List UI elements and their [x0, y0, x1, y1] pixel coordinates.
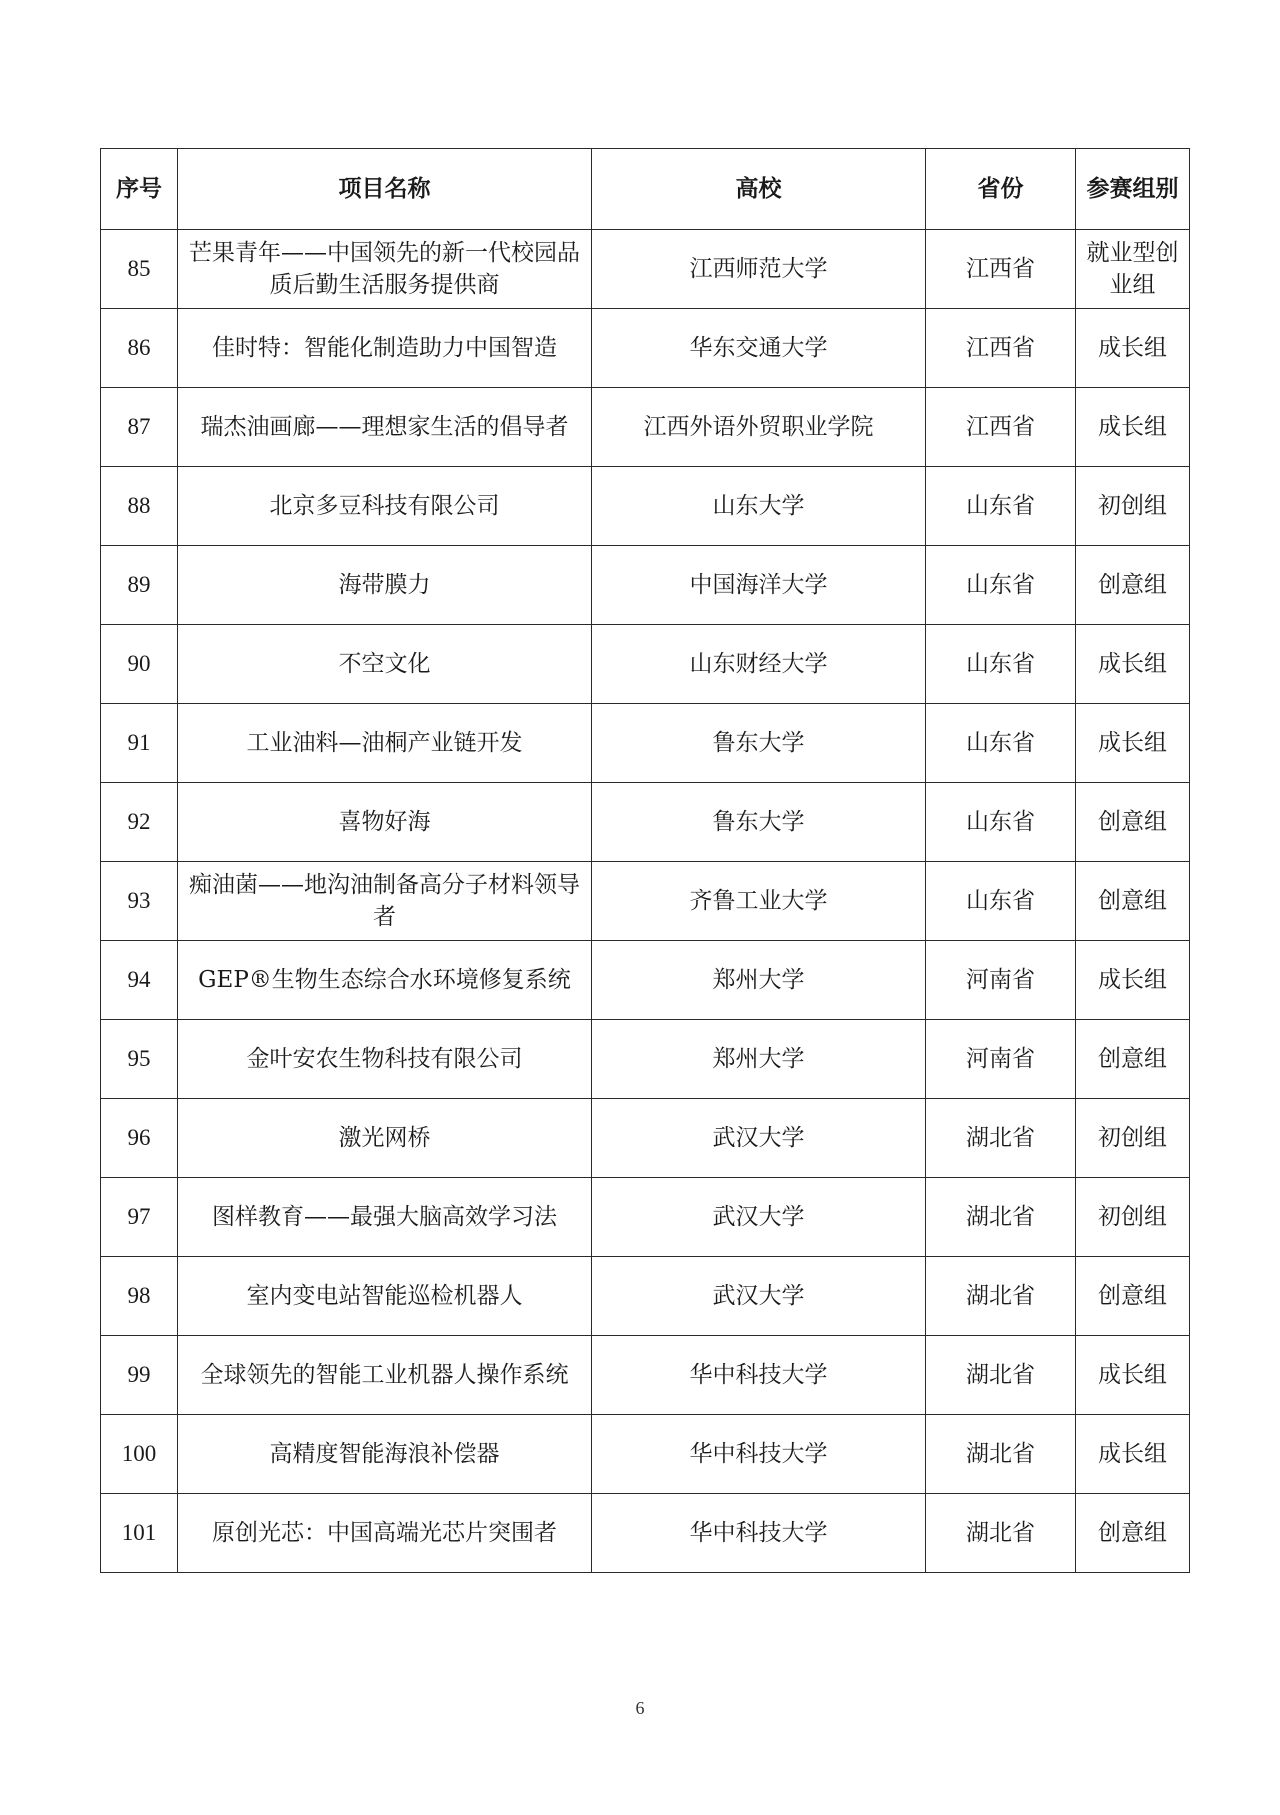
cell-province: 山东省	[926, 862, 1076, 941]
header-seq: 序号	[101, 149, 178, 230]
table-row	[101, 941, 1190, 1020]
cell-project-name: 芒果青年——中国领先的新一代校园品质后勤生活服务提供商	[178, 230, 592, 309]
cell-group: 创意组	[1076, 546, 1190, 625]
cell-province: 湖北省	[926, 1099, 1076, 1178]
table-row	[101, 1020, 1190, 1099]
cell-group: 创意组	[1076, 862, 1190, 941]
table-row	[101, 1178, 1190, 1257]
cell-province: 湖北省	[926, 1415, 1076, 1494]
table-row	[101, 1099, 1190, 1178]
cell-project-name: 激光网桥	[178, 1099, 592, 1178]
cell-group: 成长组	[1076, 388, 1190, 467]
cell-group: 成长组	[1076, 1415, 1190, 1494]
cell-group: 创意组	[1076, 1020, 1190, 1099]
cell-province: 山东省	[926, 467, 1076, 546]
cell-project-name: 室内变电站智能巡检机器人	[178, 1257, 592, 1336]
cell-project-name: 佳时特：智能化制造助力中国智造	[178, 309, 592, 388]
cell-group: 成长组	[1076, 309, 1190, 388]
cell-province: 湖北省	[926, 1257, 1076, 1336]
cell-project-name: 图样教育——最强大脑高效学习法	[178, 1178, 592, 1257]
cell-seq: 99	[101, 1336, 178, 1415]
cell-seq: 98	[101, 1257, 178, 1336]
cell-group: 创意组	[1076, 1494, 1190, 1573]
cell-province: 湖北省	[926, 1494, 1076, 1573]
cell-group: 就业型创业组	[1076, 230, 1190, 309]
cell-school: 山东财经大学	[592, 625, 926, 704]
table-row	[101, 704, 1190, 783]
cell-school: 江西外语外贸职业学院	[592, 388, 926, 467]
table-row	[101, 546, 1190, 625]
cell-seq: 94	[101, 941, 178, 1020]
header-school: 高校	[592, 149, 926, 230]
table-body	[101, 230, 1190, 1573]
cell-school: 江西师范大学	[592, 230, 926, 309]
table-row	[101, 862, 1190, 941]
cell-seq: 97	[101, 1178, 178, 1257]
table-row	[101, 230, 1190, 309]
cell-province: 山东省	[926, 546, 1076, 625]
cell-project-name: 高精度智能海浪补偿器	[178, 1415, 592, 1494]
cell-group: 成长组	[1076, 704, 1190, 783]
header-province: 省份	[926, 149, 1076, 230]
cell-project-name: GEP®生物生态综合水环境修复系统	[178, 941, 592, 1020]
cell-school: 齐鲁工业大学	[592, 862, 926, 941]
cell-project-name: 瑞杰油画廊——理想家生活的倡导者	[178, 388, 592, 467]
cell-group: 创意组	[1076, 1257, 1190, 1336]
cell-province: 山东省	[926, 704, 1076, 783]
cell-project-name: 全球领先的智能工业机器人操作系统	[178, 1336, 592, 1415]
cell-project-name: 原创光芯：中国高端光芯片突围者	[178, 1494, 592, 1573]
cell-seq: 86	[101, 309, 178, 388]
table-row	[101, 625, 1190, 704]
cell-group: 成长组	[1076, 941, 1190, 1020]
cell-province: 湖北省	[926, 1336, 1076, 1415]
cell-seq: 89	[101, 546, 178, 625]
cell-seq: 101	[101, 1494, 178, 1573]
cell-school: 鲁东大学	[592, 704, 926, 783]
cell-project-name: 金叶安农生物科技有限公司	[178, 1020, 592, 1099]
cell-project-name: 痴油菌——地沟油制备高分子材料领导者	[178, 862, 592, 941]
cell-group: 成长组	[1076, 1336, 1190, 1415]
cell-school: 武汉大学	[592, 1099, 926, 1178]
cell-group: 初创组	[1076, 1178, 1190, 1257]
cell-province: 江西省	[926, 388, 1076, 467]
cell-province: 山东省	[926, 783, 1076, 862]
cell-seq: 96	[101, 1099, 178, 1178]
cell-school: 华东交通大学	[592, 309, 926, 388]
cell-seq: 95	[101, 1020, 178, 1099]
table-row	[101, 467, 1190, 546]
cell-group: 创意组	[1076, 783, 1190, 862]
cell-group: 初创组	[1076, 467, 1190, 546]
cell-school: 武汉大学	[592, 1257, 926, 1336]
table-row	[101, 1257, 1190, 1336]
cell-school: 武汉大学	[592, 1178, 926, 1257]
table-row	[101, 309, 1190, 388]
cell-province: 山东省	[926, 625, 1076, 704]
cell-group: 初创组	[1076, 1099, 1190, 1178]
cell-project-name: 工业油料—油桐产业链开发	[178, 704, 592, 783]
cell-seq: 100	[101, 1415, 178, 1494]
table-row	[101, 783, 1190, 862]
page-number: 6	[635, 1698, 645, 1718]
cell-school: 中国海洋大学	[592, 546, 926, 625]
cell-group: 成长组	[1076, 625, 1190, 704]
cell-province: 湖北省	[926, 1178, 1076, 1257]
table-row	[101, 1415, 1190, 1494]
cell-school: 郑州大学	[592, 941, 926, 1020]
table-row	[101, 388, 1190, 467]
cell-project-name: 不空文化	[178, 625, 592, 704]
cell-school: 鲁东大学	[592, 783, 926, 862]
cell-school: 山东大学	[592, 467, 926, 546]
cell-seq: 87	[101, 388, 178, 467]
cell-school: 郑州大学	[592, 1020, 926, 1099]
cell-province: 江西省	[926, 309, 1076, 388]
cell-project-name: 海带膜力	[178, 546, 592, 625]
table-row	[101, 1336, 1190, 1415]
cell-school: 华中科技大学	[592, 1494, 926, 1573]
header-name: 项目名称	[178, 149, 592, 230]
header-group: 参赛组别	[1076, 149, 1190, 230]
cell-seq: 88	[101, 467, 178, 546]
cell-province: 河南省	[926, 941, 1076, 1020]
cell-seq: 90	[101, 625, 178, 704]
cell-school: 华中科技大学	[592, 1336, 926, 1415]
cell-seq: 92	[101, 783, 178, 862]
cell-school: 华中科技大学	[592, 1415, 926, 1494]
cell-seq: 91	[101, 704, 178, 783]
cell-project-name: 喜物好海	[178, 783, 592, 862]
cell-project-name: 北京多豆科技有限公司	[178, 467, 592, 546]
cell-seq: 85	[101, 230, 178, 309]
cell-seq: 93	[101, 862, 178, 941]
cell-province: 江西省	[926, 230, 1076, 309]
cell-province: 河南省	[926, 1020, 1076, 1099]
table-row	[101, 1494, 1190, 1573]
project-table	[100, 148, 1190, 1573]
table-header-row	[101, 149, 1190, 230]
